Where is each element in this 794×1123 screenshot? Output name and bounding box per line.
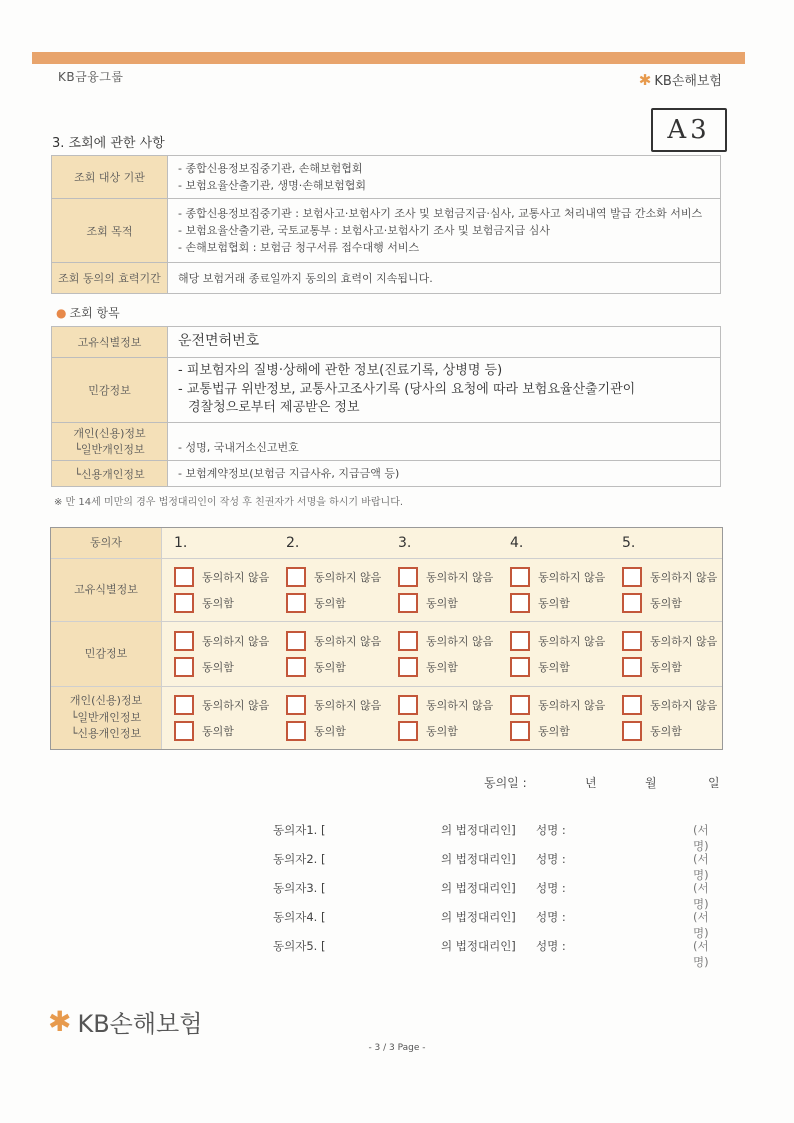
- value-line: 경찰청으로부터 제공받은 정보: [188, 400, 360, 416]
- minor-note: ※ 만 14세 미만의 경우 법정대리인이 작성 후 친권자가 서명을 하시기 바랍니다.: [54, 497, 404, 508]
- consenter-number: 5.: [622, 535, 636, 551]
- kb-star-icon: ✱: [638, 70, 652, 89]
- signer-row[interactable]: [273, 938, 723, 969]
- consent-column: [162, 628, 274, 686]
- agree-checkbox[interactable]: [286, 721, 306, 741]
- option-label: 동의함: [538, 661, 570, 674]
- disagree-option[interactable]: [622, 628, 722, 654]
- consent-options: [162, 559, 722, 621]
- disagree-checkbox[interactable]: [622, 695, 642, 715]
- signer-sign-label: 성명 :: [536, 881, 566, 895]
- agree-checkbox[interactable]: [398, 721, 418, 741]
- disagree-option[interactable]: [510, 628, 610, 654]
- option-label: 동의하지 않음: [314, 571, 382, 584]
- disagree-checkbox[interactable]: [286, 631, 306, 651]
- disagree-checkbox[interactable]: [286, 567, 306, 587]
- signature-field[interactable]: (서명): [693, 939, 709, 969]
- value-line: - 종합신용정보집중기관, 손해보험협회: [178, 162, 363, 175]
- option-label: 동의함: [538, 597, 570, 610]
- table-row: [52, 327, 721, 358]
- consent-column: [386, 692, 498, 749]
- consent-row-sensitive: [51, 622, 722, 687]
- agree-option[interactable]: [510, 654, 610, 680]
- consent-column: [274, 628, 386, 686]
- agree-checkbox[interactable]: [398, 593, 418, 613]
- agree-option[interactable]: [286, 654, 386, 680]
- option-label: 동의함: [202, 725, 234, 738]
- row-label: 조회 목적: [52, 199, 168, 263]
- consent-column: [610, 564, 722, 621]
- consent-column: [498, 628, 610, 686]
- signer-row[interactable]: [273, 851, 723, 882]
- option-label: 동의함: [314, 597, 346, 610]
- agree-checkbox[interactable]: [622, 593, 642, 613]
- signature-field[interactable]: (서명): [693, 823, 709, 853]
- option-label: 동의함: [538, 725, 570, 738]
- agree-checkbox[interactable]: [286, 593, 306, 613]
- agree-option[interactable]: [622, 590, 722, 616]
- disagree-checkbox[interactable]: [398, 695, 418, 715]
- items-table: [51, 326, 721, 487]
- option-label: 동의함: [650, 725, 682, 738]
- option-label: 동의하지 않음: [314, 635, 382, 648]
- disagree-checkbox[interactable]: [622, 631, 642, 651]
- top-accent-bar: [32, 52, 745, 64]
- agree-option[interactable]: [510, 590, 610, 616]
- signer-name: 동의자5. [: [273, 939, 326, 953]
- consent-options: [162, 687, 722, 749]
- agree-option[interactable]: [398, 654, 498, 680]
- kb-insurance-logo-text: KB손해보험: [654, 74, 722, 89]
- disagree-option[interactable]: [174, 628, 274, 654]
- disagree-checkbox[interactable]: [174, 631, 194, 651]
- consenter-number: 1.: [174, 535, 188, 551]
- disagree-option[interactable]: [510, 564, 610, 590]
- row-label: 고유식별정보: [52, 327, 168, 358]
- row-label-line: └신용개인정보: [70, 727, 142, 741]
- agree-checkbox[interactable]: [286, 657, 306, 677]
- consent-row-label: [51, 687, 162, 749]
- option-label: 동의하지 않음: [538, 571, 606, 584]
- consent-column: [274, 692, 386, 749]
- date-month: 월: [645, 776, 657, 790]
- table-row: [52, 199, 721, 263]
- option-label: 동의함: [314, 725, 346, 738]
- disagree-option[interactable]: [174, 564, 274, 590]
- consent-column: [386, 628, 498, 686]
- date-day: 일: [708, 776, 720, 790]
- consent-row-unique: [51, 559, 722, 622]
- disagree-option[interactable]: [286, 692, 386, 718]
- row-value: [168, 263, 721, 294]
- option-label: 동의하지 않음: [426, 635, 494, 648]
- signer-name: 동의자1. [: [273, 823, 326, 837]
- row-label: [52, 423, 168, 461]
- form-code-stamp: A3: [651, 108, 727, 152]
- table-row: [52, 263, 721, 294]
- signer-sign-label: 성명 :: [536, 939, 566, 953]
- signer-rep: 의 법정대리인]: [441, 910, 516, 924]
- option-label: 동의하지 않음: [202, 635, 270, 648]
- consent-header-label: 동의자: [51, 528, 162, 558]
- row-value: - 성명, 국내거소신고번호: [168, 423, 721, 461]
- items-title: [56, 304, 120, 321]
- row-value: [168, 357, 721, 423]
- agree-option[interactable]: [286, 590, 386, 616]
- table-row: [52, 423, 721, 461]
- signer-rep: 의 법정대리인]: [441, 939, 516, 953]
- option-label: 동의함: [426, 597, 458, 610]
- agree-checkbox[interactable]: [622, 721, 642, 741]
- table-row: [52, 461, 721, 487]
- agree-option[interactable]: [174, 718, 274, 744]
- option-label: 동의하지 않음: [426, 699, 494, 712]
- signer-row[interactable]: [273, 880, 723, 911]
- row-value: [168, 199, 721, 263]
- disagree-checkbox[interactable]: [622, 567, 642, 587]
- signer-name: 동의자4. [: [273, 910, 326, 924]
- consent-header-row: [51, 528, 722, 559]
- signer-name: 동의자2. [: [273, 852, 326, 866]
- agree-option[interactable]: [398, 718, 498, 744]
- consenter-number: 4.: [510, 535, 524, 551]
- disagree-option[interactable]: [286, 564, 386, 590]
- disagree-option[interactable]: [510, 692, 610, 718]
- consent-options: [162, 622, 722, 686]
- signer-sign-label: 성명 :: [536, 910, 566, 924]
- row-label: 조회 동의의 효력기간: [52, 263, 168, 294]
- kb-insurance-logo: [639, 70, 722, 89]
- option-label: 동의하지 않음: [650, 699, 718, 712]
- row-label: └신용개인정보: [52, 461, 168, 487]
- agree-option[interactable]: [622, 654, 722, 680]
- option-label: 동의하지 않음: [426, 571, 494, 584]
- disagree-checkbox[interactable]: [174, 567, 194, 587]
- row-value: - 보험계약정보(보험금 지급사유, 지급금액 등): [168, 461, 721, 487]
- consent-column: [162, 692, 274, 749]
- bullet-icon: ●: [56, 306, 67, 320]
- row-value: 운전면허번호: [168, 327, 721, 358]
- row-label: 조회 대상 기관: [52, 156, 168, 199]
- option-label: 동의하지 않음: [314, 699, 382, 712]
- option-label: 동의하지 않음: [202, 699, 270, 712]
- option-label: 동의함: [426, 661, 458, 674]
- disagree-option[interactable]: [622, 692, 722, 718]
- disagree-checkbox[interactable]: [174, 695, 194, 715]
- option-label: 동의하지 않음: [650, 571, 718, 584]
- consent-date-label: 동의일 :: [484, 776, 527, 790]
- signer-row[interactable]: [273, 909, 723, 940]
- signer-row[interactable]: [273, 822, 723, 853]
- signer-rep: 의 법정대리인]: [441, 881, 516, 895]
- disagree-option[interactable]: [174, 692, 274, 718]
- signer-rep: 의 법정대리인]: [441, 852, 516, 866]
- table-row: [52, 357, 721, 423]
- disagree-option[interactable]: [286, 628, 386, 654]
- disagree-checkbox[interactable]: [510, 567, 530, 587]
- value-line: - 교통법규 위반정보, 교통사고조사기록 (당사의 요청에 따라 보험요율산출기관이: [178, 381, 636, 397]
- consenter-number: 3.: [398, 535, 412, 551]
- option-label: 동의함: [426, 725, 458, 738]
- row-label-line: └일반개인정보: [70, 710, 142, 724]
- row-value: [168, 156, 721, 199]
- general-label: └일반개인정보: [74, 442, 145, 456]
- signer-name: 동의자3. [: [273, 881, 326, 895]
- disagree-checkbox[interactable]: [286, 695, 306, 715]
- agree-checkbox[interactable]: [174, 593, 194, 613]
- page-number: - 3 / 3 Page -: [368, 1043, 426, 1053]
- signer-sign-label: 성명 :: [536, 823, 566, 837]
- row-label-line: 개인(신용)정보: [69, 694, 143, 708]
- row-label: 민감정보: [52, 357, 168, 423]
- agree-option[interactable]: [510, 718, 610, 744]
- option-label: 동의함: [202, 661, 234, 674]
- kb-star-icon: ✱: [48, 1005, 72, 1038]
- consent-grid: [50, 527, 723, 750]
- option-label: 동의함: [650, 597, 682, 610]
- agree-checkbox[interactable]: [510, 721, 530, 741]
- disagree-checkbox[interactable]: [510, 695, 530, 715]
- signature-field[interactable]: (서명): [693, 852, 709, 882]
- disagree-option[interactable]: [398, 564, 498, 590]
- option-label: 동의하지 않음: [538, 699, 606, 712]
- consent-row-label: 고유식별정보: [51, 559, 162, 621]
- agree-checkbox[interactable]: [510, 593, 530, 613]
- agree-option[interactable]: [286, 718, 386, 744]
- disagree-checkbox[interactable]: [510, 631, 530, 651]
- table-row: [52, 156, 721, 199]
- consent-column: [610, 692, 722, 749]
- disagree-checkbox[interactable]: [398, 631, 418, 651]
- agree-option[interactable]: [622, 718, 722, 744]
- disagree-checkbox[interactable]: [398, 567, 418, 587]
- signature-field[interactable]: (서명): [693, 910, 709, 940]
- items-title-text: 조회 항목: [69, 306, 120, 320]
- consent-column: [498, 564, 610, 621]
- value-line: - 손해보험협회 : 보험금 청구서류 접수대행 서비스: [178, 241, 420, 255]
- option-label: 동의하지 않음: [538, 635, 606, 648]
- footer-logo: [48, 1004, 202, 1039]
- section-title: 3. 조회에 관한 사항: [52, 136, 165, 151]
- agree-option[interactable]: [174, 590, 274, 616]
- option-label: 동의함: [314, 661, 346, 674]
- signer-sign-label: 성명 :: [536, 852, 566, 866]
- signature-field[interactable]: (서명): [693, 881, 709, 911]
- agree-checkbox[interactable]: [622, 657, 642, 677]
- personal-label: 개인(신용)정보: [73, 427, 146, 441]
- agree-checkbox[interactable]: [510, 657, 530, 677]
- inquiry-info-table: [51, 155, 721, 294]
- value-line: - 보험요율산출기관, 국토교통부 : 보험사고·보험사기 조사 및 보험금지급 심사: [178, 224, 551, 238]
- consent-row-label: 민감정보: [51, 622, 162, 686]
- footer-logo-text: KB손해보험: [77, 1010, 203, 1038]
- agree-option[interactable]: [174, 654, 274, 680]
- value-line: - 피보험자의 질병·상해에 관한 정보(진료기록, 상병명 등): [178, 362, 503, 378]
- consent-row-personal: [51, 687, 722, 749]
- consent-numbers: [162, 528, 722, 558]
- signer-rep: 의 법정대리인]: [441, 823, 516, 837]
- agree-checkbox[interactable]: [174, 721, 194, 741]
- option-label: 동의함: [650, 661, 682, 674]
- consent-column: [498, 692, 610, 749]
- option-label: 동의하지 않음: [650, 635, 718, 648]
- value-line: - 보험요율산출기관, 생명·손해보험협회: [178, 179, 366, 193]
- disagree-option[interactable]: [622, 564, 722, 590]
- consenter-number: 2.: [286, 535, 300, 551]
- agree-checkbox[interactable]: [174, 657, 194, 677]
- consent-column: [610, 628, 722, 686]
- consent-column: [162, 564, 274, 621]
- agree-checkbox[interactable]: [398, 657, 418, 677]
- consent-column: [386, 564, 498, 621]
- kb-group-logo: KB금융그룹: [58, 70, 124, 84]
- disagree-option[interactable]: [398, 628, 498, 654]
- agree-option[interactable]: [398, 590, 498, 616]
- disagree-option[interactable]: [398, 692, 498, 718]
- option-label: 동의함: [202, 597, 234, 610]
- date-year: 년: [585, 776, 597, 790]
- value-line: - 종합신용정보집중기관 : 보험사고·보험사기 조사 및 보험금지급·심사, 교통사고 처리내역 발급 간소화 서비스: [178, 207, 703, 221]
- value-line: 해당 보험거래 종료일까지 동의의 효력이 지속됩니다.: [178, 271, 433, 285]
- option-label: 동의하지 않음: [202, 571, 270, 584]
- consent-column: [274, 564, 386, 621]
